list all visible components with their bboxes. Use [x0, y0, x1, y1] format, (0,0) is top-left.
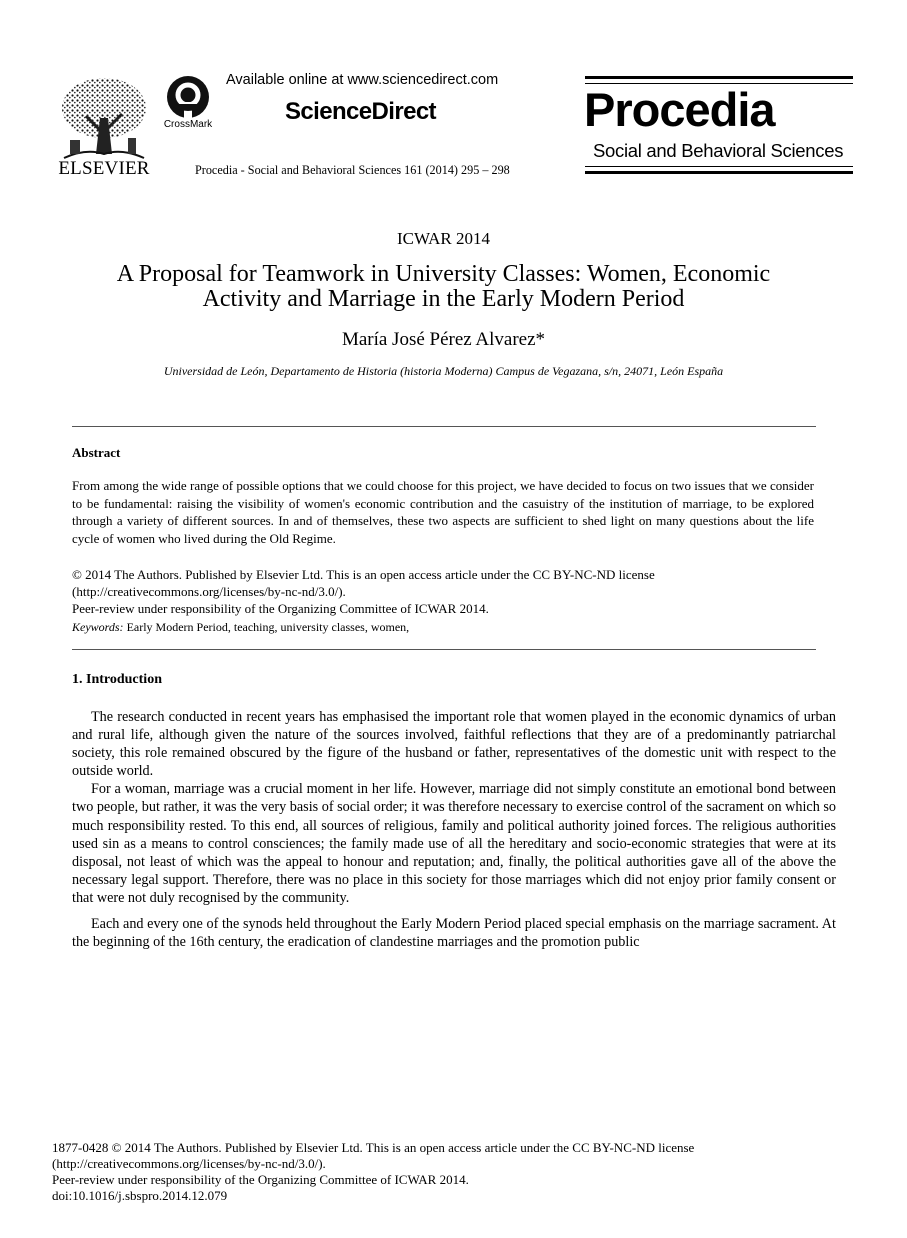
masthead-rule-bottom-thin: [585, 166, 853, 167]
conference-name: ICWAR 2014: [396, 229, 491, 248]
masthead-rule-top-thick: [585, 76, 853, 79]
keywords-line: [72, 619, 816, 636]
paper-title: [40, 262, 847, 312]
peer-review-line: Peer-review under responsibility of the Organizing Committee of ICWAR 2014.: [72, 601, 489, 616]
abstract-heading: Abstract: [72, 445, 121, 460]
crossmark-label: CrossMark: [163, 119, 213, 130]
abstract-bottom-divider: [72, 649, 816, 650]
paper-title-line-1: A Proposal for Teamwork in University Classes: Women, Economic: [116, 261, 771, 287]
masthead-rule-bottom-thick: [585, 171, 853, 174]
footer-doi[interactable]: doi:10.1016/j.sbspro.2014.12.079: [52, 1188, 228, 1203]
paragraph-3: Each and every one of the synods held throughout the Early Modern Period placed special emphasis on the marriage sacrament. At the beginning of the 16th century, the eradication of clandestine marriages and the promotion public: [72, 916, 836, 951]
paper-title-line-2: Activity and Marriage in the Early Modern Period: [202, 286, 685, 312]
introduction-body: [72, 708, 836, 951]
footer-peer-review: Peer-review under responsibility of the Organizing Committee of ICWAR 2014.: [52, 1172, 469, 1187]
elsevier-wordmark: ELSEVIER: [58, 158, 150, 179]
abstract-text: From among the wide range of possible options that we could choose for this project, we have decided to focus on two issues that we consider to be fundamental: raising the visibility of women's economic contribution and the casuistry of the institution of marriage, to be explored through a variety of different sources. In and of themselves, these two aspects are sufficient to shed light on many questions about the life cycle of women who lived during the Old Regime.: [72, 478, 814, 546]
copyright-block: [72, 566, 816, 617]
procedia-subtitle: Social and Behavioral Sciences: [593, 140, 844, 161]
keywords-label: Keywords:: [72, 620, 124, 634]
footer-issn-line: 1877-0428 © 2014 The Authors. Published by Elsevier Ltd. This is an open access article under the CC BY-NC-ND license: [52, 1140, 695, 1155]
section-heading-introduction: 1. Introduction: [72, 672, 162, 687]
footer-license-link[interactable]: (http://creativecommons.org/licenses/by-nc-nd/3.0/).: [52, 1156, 326, 1171]
footer-block: [52, 1140, 852, 1204]
procedia-logo: Procedia: [584, 83, 775, 136]
sciencedirect-logo: ScienceDirect: [285, 98, 436, 125]
author-affiliation: Universidad de León, Departamento de Historia (historia Moderna) Campus de Vegazana, s/n, 24071, León España: [163, 364, 724, 378]
paragraph-1: The research conducted in recent years has emphasised the important role that women played in the economic dynamics of urban and rural life, although given the nature of the sources involved, faithful reflections that they are of a predominantly patriarchal society, this role remained obscured by the figure of the husband or father, representatives of the domestic unit with respect to the outside world.: [72, 709, 836, 780]
paragraph-2: For a woman, marriage was a crucial moment in her life. However, marriage did not simply constitute an emotional bond between two people, but rather, it was the very basis of social order; it was therefore necessary to exercise control of the sacrament on which so much responsibility rested. To this end, all sources of religious, family and political authority joined forces. The religious authorities used sin as a means to control consciences; the family made use of all the hereditary and socio-economic strategies that were at its disposal, not least of which was the appeal to honour and reputation; and, finally, the political authorities gave all of the above the necessary legal support. Therefore, there was no place in this society for those marriages which did not enjoy prior family consent or that were not duly recognised by the community.: [72, 781, 836, 906]
copyright-line: © 2014 The Authors. Published by Elsevier Ltd. This is an open access article under the CC BY-NC-ND license: [72, 567, 655, 582]
keywords-text: Early Modern Period, teaching, university classes, women,: [123, 620, 410, 634]
abstract-top-divider: [72, 426, 816, 427]
available-online-text: Available online at www.sciencedirect.com: [226, 72, 499, 88]
license-link[interactable]: (http://creativecommons.org/licenses/by-nc-nd/3.0/).: [72, 584, 346, 599]
author-name: María José Pérez Alvarez*: [341, 329, 546, 350]
journal-citation: Procedia - Social and Behavioral Sciences 161 (2014) 295 – 298: [195, 163, 510, 177]
